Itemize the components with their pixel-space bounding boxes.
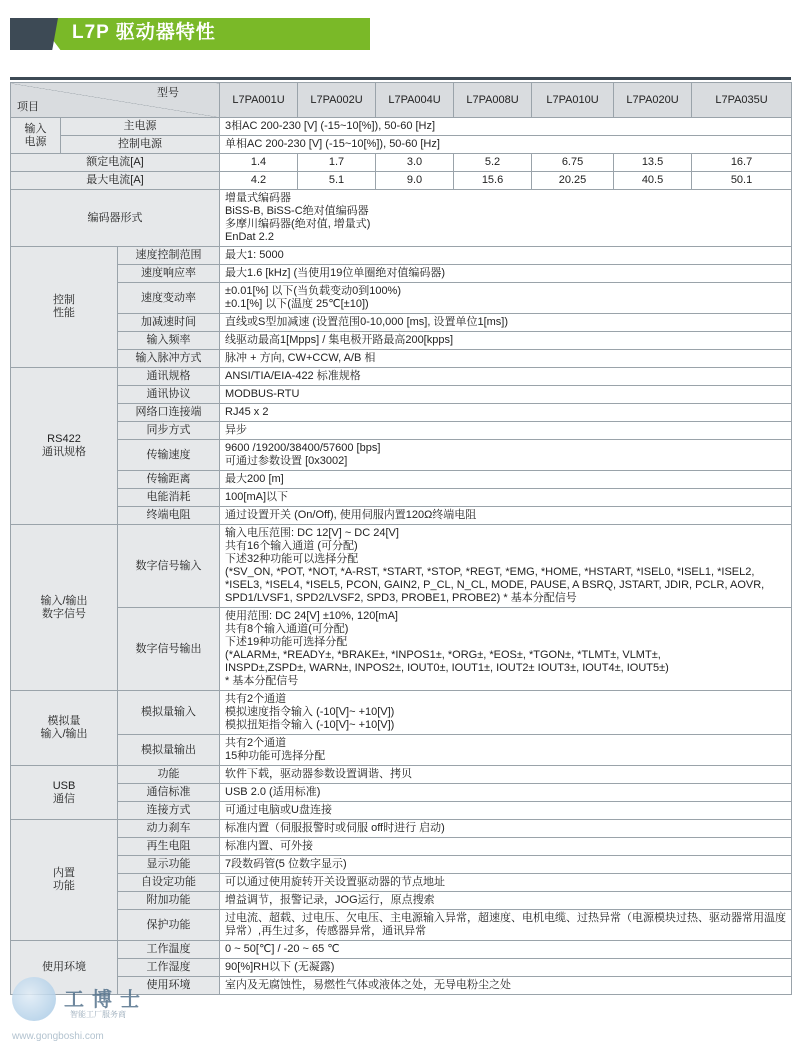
row-value: RJ45 x 2 xyxy=(220,404,792,422)
row-label: 通讯规格 xyxy=(118,368,220,386)
table-row xyxy=(11,838,792,856)
max-current-cell: 40.5 xyxy=(614,172,692,190)
model-header: L7PA001U xyxy=(220,83,298,118)
table-row xyxy=(11,154,792,172)
row-label: 同步方式 xyxy=(118,422,220,440)
rated-current-cell: 6.75 xyxy=(532,154,614,172)
row-value: MODBUS-RTU xyxy=(220,386,792,404)
row-label: 传输距离 xyxy=(118,471,220,489)
table-row xyxy=(11,332,792,350)
row-value: 单相AC 200-230 [V] (-15~10[%]), 50-60 [Hz] xyxy=(220,136,792,154)
table-row xyxy=(11,959,792,977)
rated-current-cell: 5.2 xyxy=(454,154,532,172)
row-value: 可通过电脑或U盘连接 xyxy=(220,802,792,820)
table-row xyxy=(11,422,792,440)
table-row xyxy=(11,941,792,959)
table-row xyxy=(11,247,792,265)
max-current-cell: 9.0 xyxy=(376,172,454,190)
rated-current-cell: 16.7 xyxy=(692,154,792,172)
table-row xyxy=(11,350,792,368)
row-label: 加减速时间 xyxy=(118,314,220,332)
table-row xyxy=(11,507,792,525)
spec-table xyxy=(10,82,792,995)
max-current-cell: 15.6 xyxy=(454,172,532,190)
max-current-cell: 20.25 xyxy=(532,172,614,190)
row-label: 主电源 xyxy=(61,118,220,136)
row-value: 7段数码管(5 位数字显示) xyxy=(220,856,792,874)
row-label: 输入频率 xyxy=(118,332,220,350)
row-label: 数字信号输出 xyxy=(118,608,220,691)
row-value: 增益调节，报警记录，JOG运行，原点搜索 xyxy=(220,892,792,910)
item-label: 项目 xyxy=(17,101,39,113)
row-label: 数字信号输入 xyxy=(118,525,220,608)
table-row xyxy=(11,766,792,784)
table-row xyxy=(11,283,792,314)
row-label: 使用环境 xyxy=(118,977,220,995)
table-row xyxy=(11,802,792,820)
model-header: L7PA035U xyxy=(692,83,792,118)
table-row xyxy=(11,314,792,332)
row-label: 模拟量输出 xyxy=(118,735,220,766)
table-row xyxy=(11,190,792,247)
watermark-subtitle: 智能工厂服务商 xyxy=(70,1010,126,1019)
model-header: L7PA002U xyxy=(298,83,376,118)
table-row xyxy=(11,471,792,489)
page-title: L7P 驱动器特性 xyxy=(72,22,216,43)
row-value: 输入电压范围: DC 12[V] ~ DC 24[V] 共有16个输入通道 (可分配) 下述32种功能可以选择分配 (*SV_ON, *POT, *NOT, *A-RST, *START, *STOP, *REGT, *EMG, *HOME, *HSTART, *ISEL0, *ISEL1, *ISEL2, *ISEL3, *ISEL4, *ISEL5, PCON, GAIN2, P_CL, N_CL, MODE, PAUSE, A BSRQ, JSTART, JDIR, PCLR, AOVR, SPD1/LVSF1, SPD2/LVSF2, SPD3, PROBE1, PROBE2) * 基本分配信号 xyxy=(220,525,792,608)
row-value: 使用范围: DC 24[V] ±10%, 120[mA] 共有8个输入通道(可分配) 下述19种功能可选择分配 (*ALARM±, *READY±, *BRAKE±, *INPOS1±, *ORG±, *EOS±, *TGON±, *TLMT±, VLMT±, INSPD±,ZSPD±, WARN±, INPOS2±, IOUT0±, IOUT1±, IOUT2± IOUT3±, IOUT4±, IOUT5±) * 基本分配信号 xyxy=(220,608,792,691)
row-label: 最大电流[A] xyxy=(11,172,220,190)
group-digital-io: 输入/输出 数字信号 xyxy=(11,525,118,691)
watermark-brand: 工博士 xyxy=(64,989,148,1011)
row-value: 9600 /19200/38400/57600 [bps] 可通过参数设置 [0x3002] xyxy=(220,440,792,471)
max-current-cell: 50.1 xyxy=(692,172,792,190)
header-diagonal-cell xyxy=(11,83,220,118)
group-builtin: 内置 功能 xyxy=(11,820,118,941)
row-label: 速度控制范围 xyxy=(118,247,220,265)
table-row xyxy=(11,368,792,386)
table-row xyxy=(11,525,792,608)
row-label: 额定电流[A] xyxy=(11,154,220,172)
table-row xyxy=(11,172,792,190)
table-row xyxy=(11,856,792,874)
row-value: ANSI/TIA/EIA-422 标准规格 xyxy=(220,368,792,386)
row-value: 脉冲 + 方向, CW+CCW, A/B 相 xyxy=(220,350,792,368)
row-value: 最大1.6 [kHz] (当使用19位单圈绝对值编码器) xyxy=(220,265,792,283)
table-row xyxy=(11,386,792,404)
row-label: 保护功能 xyxy=(118,910,220,941)
table-row xyxy=(11,820,792,838)
row-label: 传输速度 xyxy=(118,440,220,471)
rated-current-cell: 1.7 xyxy=(298,154,376,172)
row-label: 附加功能 xyxy=(118,892,220,910)
row-value: ±0.01[%] 以下(当负载变动0到100%) ±0.1[%] 以下(温度 25℃[±10]) xyxy=(220,283,792,314)
row-value: 共有2个通道 模拟速度指令输入 (-10[V]~ +10[V]) 模拟扭矩指令输入 (-10[V]~ +10[V]) xyxy=(220,691,792,735)
mascot-icon xyxy=(12,977,56,1021)
row-label: 工作温度 xyxy=(118,941,220,959)
row-value: 软件下载，驱动器参数设置调谐、拷贝 xyxy=(220,766,792,784)
max-current-cell: 4.2 xyxy=(220,172,298,190)
group-rs422: RS422 通讯规格 xyxy=(11,368,118,525)
row-value: 通过设置开关 (On/Off), 使用伺服内置120Ω终端电阻 xyxy=(220,507,792,525)
rated-current-cell: 1.4 xyxy=(220,154,298,172)
group-power: 输入 电源 xyxy=(11,118,61,154)
row-value: 室内及无腐蚀性，易燃性气体或液体之处，无导电粉尘之处 xyxy=(220,977,792,995)
row-value: 最大200 [m] xyxy=(220,471,792,489)
row-value: 最大1: 5000 xyxy=(220,247,792,265)
model-label: 型号 xyxy=(157,87,180,99)
table-row xyxy=(11,265,792,283)
table-row xyxy=(11,118,792,136)
row-label: 连接方式 xyxy=(118,802,220,820)
header-row xyxy=(11,83,792,118)
group-control: 控制 性能 xyxy=(11,247,118,368)
row-label: 速度变动率 xyxy=(118,283,220,314)
row-label: 再生电阻 xyxy=(118,838,220,856)
row-label: 功能 xyxy=(118,766,220,784)
row-value: 0 ~ 50[℃] / -20 ~ 65 ℃ xyxy=(220,941,792,959)
row-label: 工作湿度 xyxy=(118,959,220,977)
row-value: 直线或S型加减速 (设置范围0-10,000 [ms], 设置单位1[ms]) xyxy=(220,314,792,332)
rated-current-cell: 13.5 xyxy=(614,154,692,172)
row-label: 速度响应率 xyxy=(118,265,220,283)
row-value: 可以通过使用旋转开关设置驱动器的节点地址 xyxy=(220,874,792,892)
model-header: L7PA008U xyxy=(454,83,532,118)
model-header: L7PA020U xyxy=(614,83,692,118)
table-row xyxy=(11,136,792,154)
row-value: 过电流、超载、过电压、欠电压、主电源输入异常，超速度、电机电缆、过热异常（电源模块过热、驱动器常用温度异常）,再生过多，传感器异常，通讯异常 xyxy=(220,910,792,941)
row-label: 显示功能 xyxy=(118,856,220,874)
row-label: 控制电源 xyxy=(61,136,220,154)
row-value: 共有2个通道 15种功能可选择分配 xyxy=(220,735,792,766)
table-row xyxy=(11,874,792,892)
row-value: 异步 xyxy=(220,422,792,440)
row-label: 编码器形式 xyxy=(11,190,220,247)
row-value: 增量式编码器 BiSS-B, BiSS-C绝对值编码器 多摩川编码器(绝对值, 增量式) EnDat 2.2 xyxy=(220,190,792,247)
title-banner-accent xyxy=(10,18,58,50)
max-current-cell: 5.1 xyxy=(298,172,376,190)
group-analog-io: 模拟量 输入/输出 xyxy=(11,691,118,766)
group-environment: 使用环境 xyxy=(11,941,118,995)
table-row xyxy=(11,608,792,691)
row-label: 模拟量输入 xyxy=(118,691,220,735)
row-value: USB 2.0 (适用标准) xyxy=(220,784,792,802)
group-usb: USB 通信 xyxy=(11,766,118,820)
row-value: 标准内置、可外接 xyxy=(220,838,792,856)
row-label: 通信标准 xyxy=(118,784,220,802)
rated-current-cell: 3.0 xyxy=(376,154,454,172)
table-row xyxy=(11,784,792,802)
row-value: 标准内置（伺服报警时或伺服 off时进行 启动) xyxy=(220,820,792,838)
watermark-url: www.gongboshi.com xyxy=(12,1031,104,1042)
table-row xyxy=(11,404,792,422)
row-value: 线驱动最高1[Mpps] / 集电极开路最高200[kpps] xyxy=(220,332,792,350)
table-row xyxy=(11,440,792,471)
row-label: 网络口连接端 xyxy=(118,404,220,422)
row-value: 3相AC 200-230 [V] (-15~10[%]), 50-60 [Hz] xyxy=(220,118,792,136)
row-value: 100[mA]以下 xyxy=(220,489,792,507)
table-row xyxy=(11,691,792,735)
row-label: 通讯协议 xyxy=(118,386,220,404)
table-row xyxy=(11,489,792,507)
model-header: L7PA010U xyxy=(532,83,614,118)
table-row xyxy=(11,735,792,766)
table-row xyxy=(11,910,792,941)
table-row xyxy=(11,892,792,910)
row-label: 动力刹车 xyxy=(118,820,220,838)
row-label: 电能消耗 xyxy=(118,489,220,507)
row-label: 输入脉冲方式 xyxy=(118,350,220,368)
watermark-logo xyxy=(12,975,152,1045)
header-rule xyxy=(10,77,791,80)
row-label: 终端电阻 xyxy=(118,507,220,525)
model-header: L7PA004U xyxy=(376,83,454,118)
row-value: 90[%]RH以下 (无凝露) xyxy=(220,959,792,977)
row-label: 自设定功能 xyxy=(118,874,220,892)
